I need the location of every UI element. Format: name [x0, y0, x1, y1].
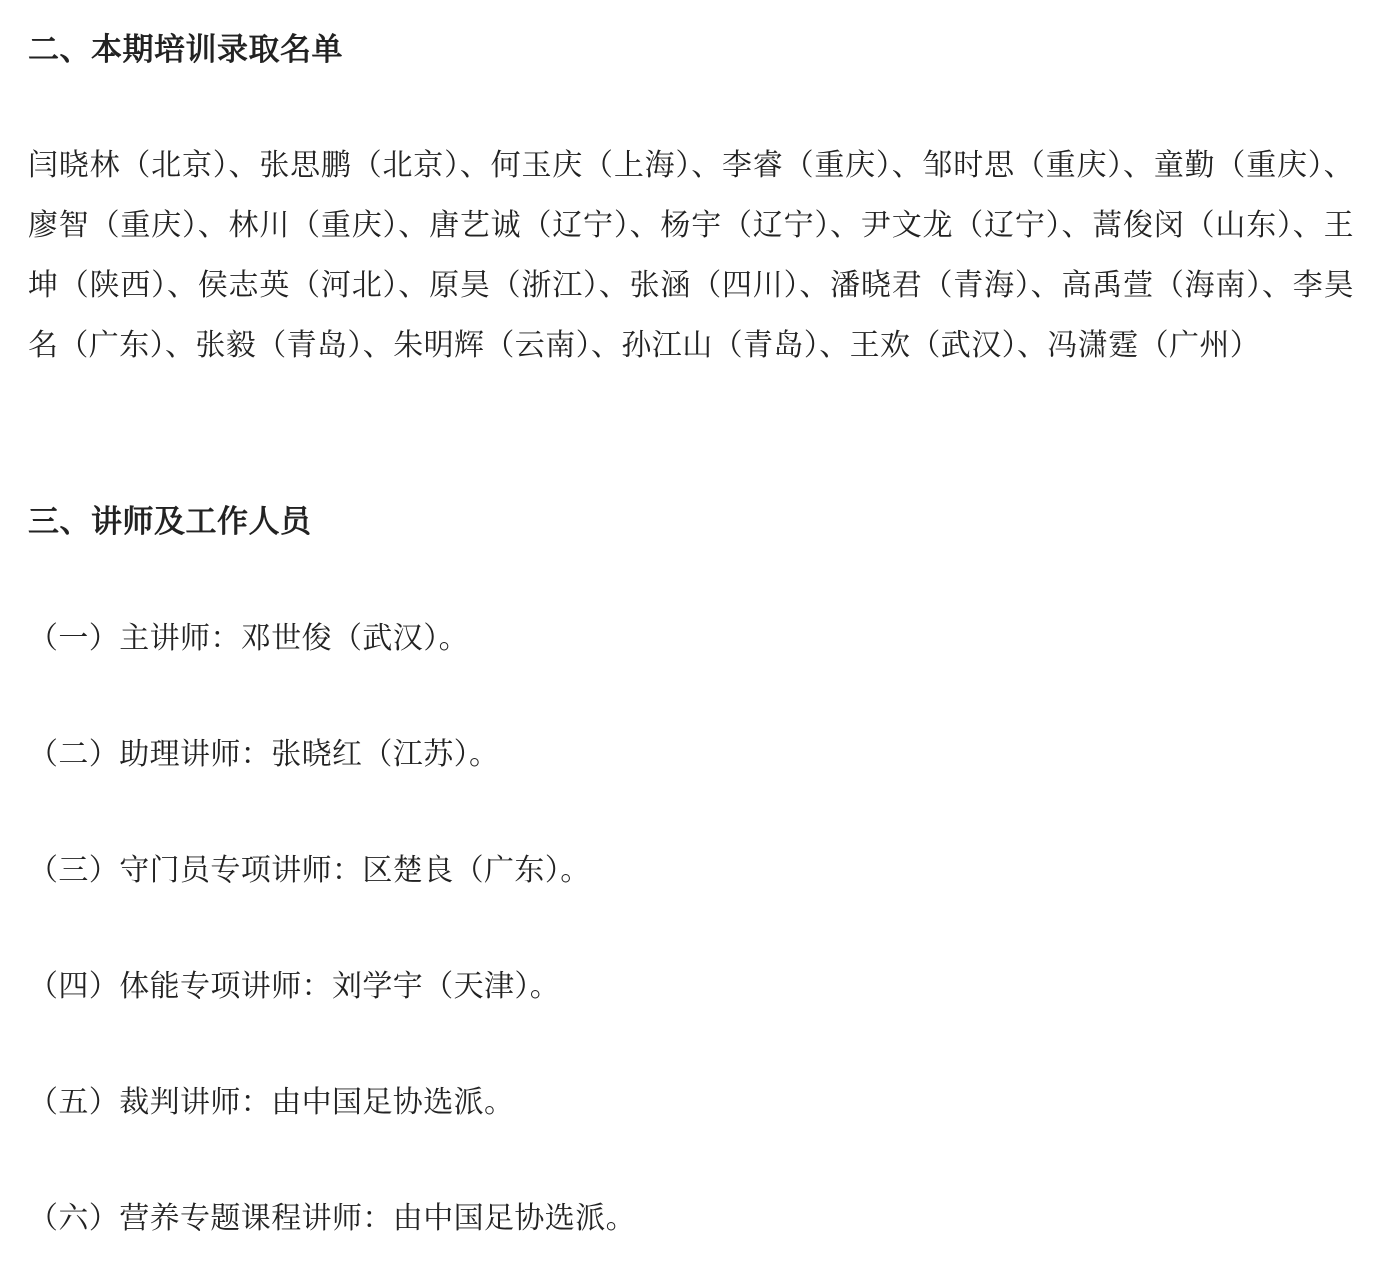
admitted-trainees-list: 闫晓林（北京）、张思鹏（北京）、何玉庆（上海）、李睿（重庆）、邹时思（重庆）、童勤（重庆）、廖智（重庆）、林川（重庆）、唐艺诚（辽宁）、杨宇（辽宁）、尹文龙（辽宁）、蒿俊闵（山东）、王坤（陕西）、侯志英（河北）、原昊（浙江）、张涵（四川）、潘晓君（青海）、高禹萱（海南）、李昊名（广东）、张毅（青岛）、朱明辉（云南）、孙江山（青岛）、王欢（武汉）、冯潇霆（广州） [28, 148, 1354, 363]
staff-item-goalkeeper-instructor: （三）守门员专项讲师：区楚良（广东）。 [28, 853, 591, 888]
staff-item-chief-instructor: （一）主讲师：邓世俊（武汉）。 [28, 621, 469, 656]
instructors-staff-heading: 三、讲师及工作人员 [28, 504, 312, 540]
staff-item-referee-instructor: （五）裁判讲师：由中国足协选派。 [28, 1085, 515, 1120]
staff-item-assistant-instructor: （二）助理讲师：张晓红（江苏）。 [28, 737, 500, 772]
staff-item-nutrition-instructor: （六）营养专题课程讲师：由中国足协选派。 [28, 1201, 636, 1236]
staff-item-fitness-instructor: （四）体能专项讲师：刘学宇（天津）。 [28, 969, 561, 1004]
admission-list-heading: 二、本期培训录取名单 [28, 32, 343, 68]
